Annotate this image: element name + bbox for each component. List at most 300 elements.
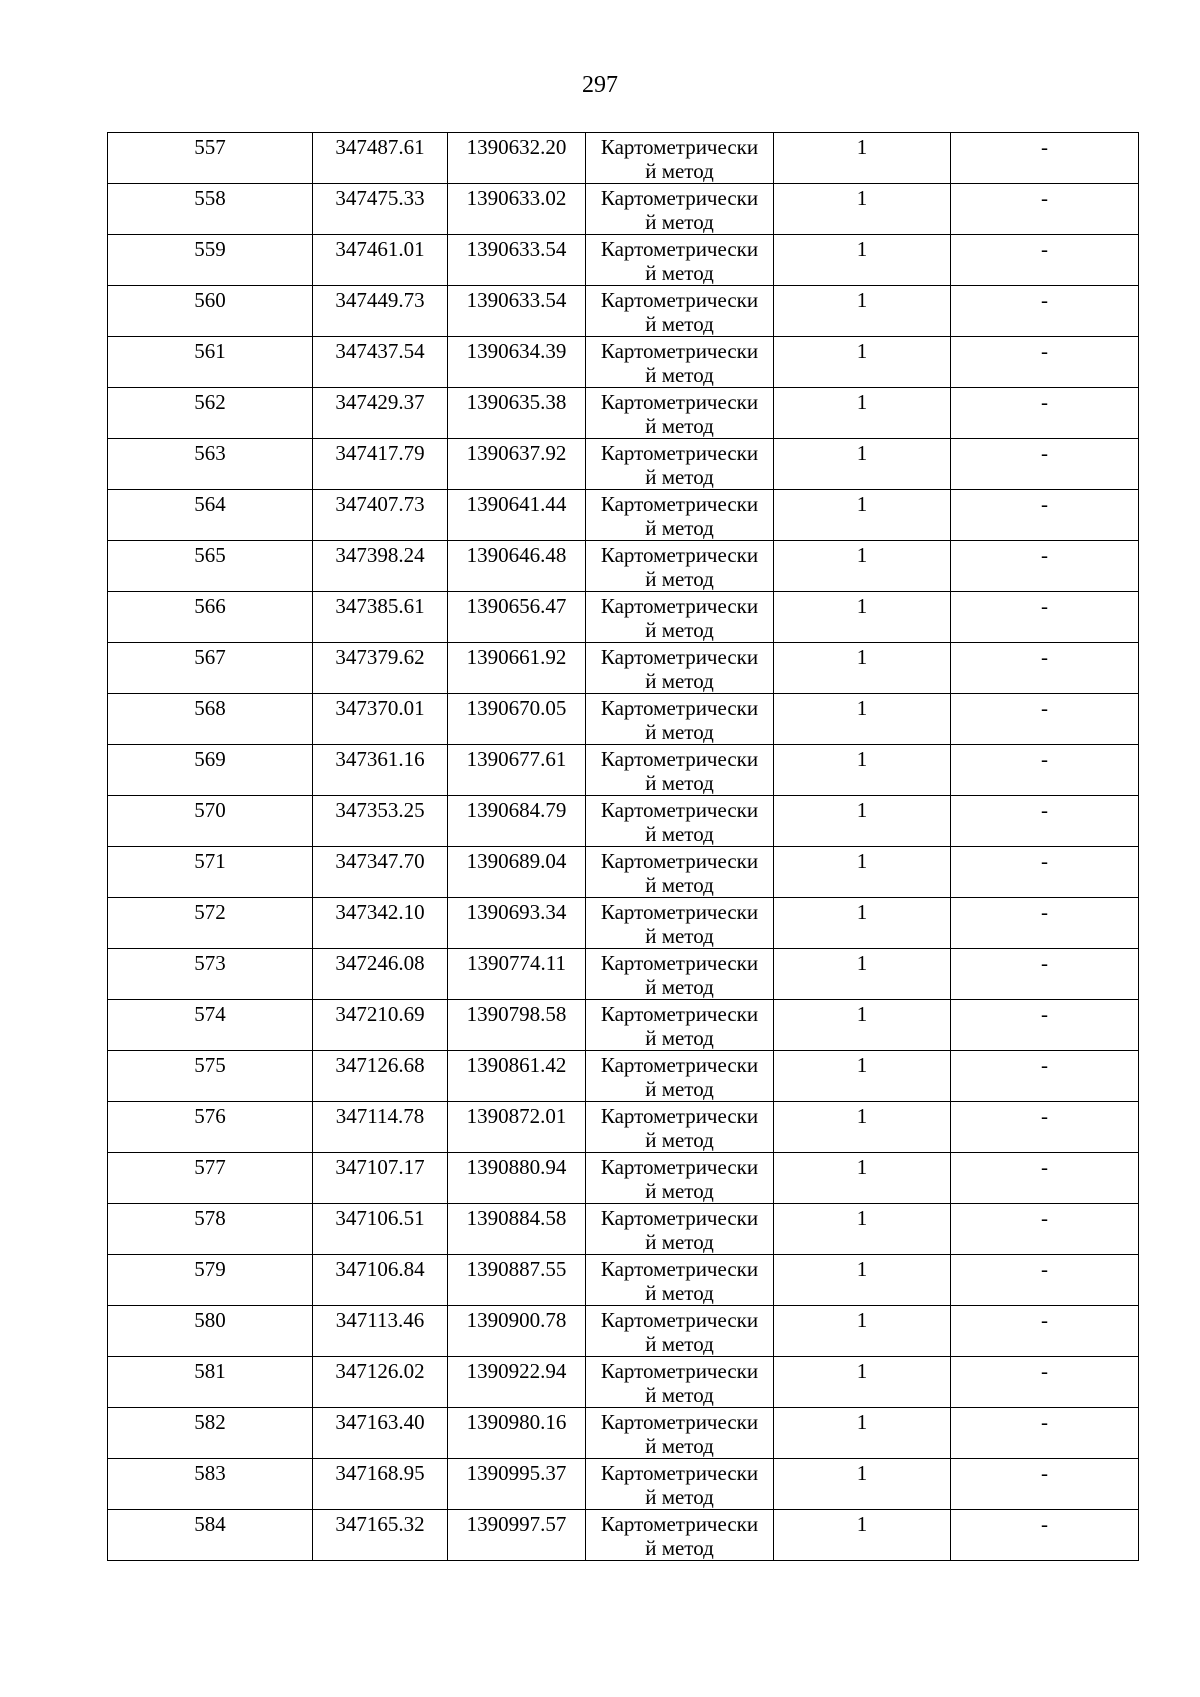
method-cell — [586, 643, 774, 694]
note-value: - — [1041, 951, 1048, 975]
y-coordinate-cell — [448, 1510, 586, 1561]
y-coordinate: 1390872.01 — [466, 1104, 567, 1128]
y-coordinate: 1390634.39 — [466, 339, 567, 363]
y-coordinate: 1390661.92 — [466, 645, 567, 669]
method-line-2: й метод — [645, 873, 714, 897]
accuracy-value: 1 — [856, 900, 868, 924]
accuracy-cell — [774, 235, 951, 286]
point-number: 565 — [194, 543, 226, 567]
accuracy-cell — [774, 643, 951, 694]
y-coordinate-cell — [448, 337, 586, 388]
y-coordinate: 1390684.79 — [466, 798, 567, 822]
point-number: 562 — [194, 390, 226, 414]
method-cell — [586, 337, 774, 388]
point-number-cell — [108, 133, 313, 184]
method-text — [586, 643, 773, 693]
method-line-2: й метод — [645, 516, 714, 540]
accuracy-cell — [774, 694, 951, 745]
method-line-1: Картометрически — [600, 1308, 759, 1332]
note-cell — [951, 643, 1139, 694]
method-text — [586, 1102, 773, 1152]
accuracy-value: 1 — [856, 543, 868, 567]
note-value: - — [1041, 543, 1048, 567]
point-number-cell — [108, 745, 313, 796]
method-text — [586, 1255, 773, 1305]
note-value: - — [1041, 1155, 1048, 1179]
method-line-1: Картометрически — [600, 645, 759, 669]
accuracy-value: 1 — [856, 645, 868, 669]
note-value: - — [1041, 441, 1048, 465]
point-number-cell — [108, 1306, 313, 1357]
accuracy-cell — [774, 337, 951, 388]
point-number-cell — [108, 1000, 313, 1051]
x-coordinate-cell — [313, 898, 448, 949]
note-value: - — [1041, 1308, 1048, 1332]
x-coordinate-cell — [313, 1000, 448, 1051]
y-coordinate-cell — [448, 1255, 586, 1306]
note-value: - — [1041, 1512, 1048, 1536]
method-cell — [586, 286, 774, 337]
method-cell — [586, 745, 774, 796]
point-number: 566 — [194, 594, 226, 618]
note-value: - — [1041, 696, 1048, 720]
y-coordinate: 1390633.54 — [466, 288, 567, 312]
method-line-1: Картометрически — [600, 1512, 759, 1536]
accuracy-cell — [774, 1459, 951, 1510]
x-coordinate-cell — [313, 541, 448, 592]
accuracy-cell — [774, 898, 951, 949]
y-coordinate: 1390656.47 — [466, 594, 567, 618]
method-text — [586, 184, 773, 234]
note-value: - — [1041, 492, 1048, 516]
point-number-cell — [108, 847, 313, 898]
y-coordinate: 1390637.92 — [466, 441, 567, 465]
method-cell — [586, 1510, 774, 1561]
accuracy-cell — [774, 796, 951, 847]
point-number-cell — [108, 1051, 313, 1102]
method-cell — [586, 1255, 774, 1306]
x-coordinate-cell — [313, 1255, 448, 1306]
method-cell — [586, 1459, 774, 1510]
method-line-2: й метод — [645, 1281, 714, 1305]
accuracy-value: 1 — [856, 696, 868, 720]
note-value: - — [1041, 1206, 1048, 1230]
method-line-2: й метод — [645, 1230, 714, 1254]
note-cell — [951, 796, 1139, 847]
note-cell — [951, 439, 1139, 490]
point-number: 567 — [194, 645, 226, 669]
y-coordinate-cell — [448, 847, 586, 898]
accuracy-cell — [774, 439, 951, 490]
x-coordinate: 347165.32 — [335, 1512, 425, 1536]
method-cell — [586, 1153, 774, 1204]
method-cell — [586, 949, 774, 1000]
table-row — [108, 898, 1139, 949]
x-coordinate: 347407.73 — [335, 492, 425, 516]
note-value: - — [1041, 849, 1048, 873]
x-coordinate: 347398.24 — [335, 543, 425, 567]
method-line-1: Картометрически — [600, 900, 759, 924]
accuracy-cell — [774, 847, 951, 898]
x-coordinate-cell — [313, 439, 448, 490]
y-coordinate: 1390861.42 — [466, 1053, 567, 1077]
note-value: - — [1041, 135, 1048, 159]
point-number: 581 — [194, 1359, 226, 1383]
y-coordinate: 1390774.11 — [467, 951, 566, 975]
accuracy-value: 1 — [856, 1512, 868, 1536]
x-coordinate: 347379.62 — [335, 645, 425, 669]
point-number-cell — [108, 643, 313, 694]
method-text — [586, 949, 773, 999]
accuracy-value: 1 — [856, 951, 868, 975]
table-row — [108, 643, 1139, 694]
method-cell — [586, 490, 774, 541]
table-row — [108, 796, 1139, 847]
method-text — [586, 133, 773, 183]
y-coordinate-cell — [448, 1000, 586, 1051]
y-coordinate-cell — [448, 1408, 586, 1459]
accuracy-cell — [774, 745, 951, 796]
point-number-cell — [108, 235, 313, 286]
method-line-2: й метод — [645, 720, 714, 744]
method-line-2: й метод — [645, 1434, 714, 1458]
method-text — [586, 1204, 773, 1254]
table-row — [108, 1102, 1139, 1153]
table-row — [108, 847, 1139, 898]
x-coordinate: 347437.54 — [335, 339, 425, 363]
table-row — [108, 1510, 1139, 1561]
y-coordinate: 1390980.16 — [466, 1410, 567, 1434]
method-line-1: Картометрически — [600, 849, 759, 873]
y-coordinate: 1390646.48 — [466, 543, 567, 567]
method-line-1: Картометрически — [600, 135, 759, 159]
method-line-2: й метод — [645, 618, 714, 642]
accuracy-value: 1 — [856, 237, 868, 261]
note-value: - — [1041, 1257, 1048, 1281]
accuracy-cell — [774, 541, 951, 592]
note-value: - — [1041, 747, 1048, 771]
x-coordinate-cell — [313, 1459, 448, 1510]
method-cell — [586, 1357, 774, 1408]
accuracy-value: 1 — [856, 1155, 868, 1179]
method-text — [586, 1000, 773, 1050]
y-coordinate: 1390997.57 — [466, 1512, 567, 1536]
table-row — [108, 541, 1139, 592]
point-number-cell — [108, 1102, 313, 1153]
method-cell — [586, 388, 774, 439]
accuracy-value: 1 — [856, 1308, 868, 1332]
y-coordinate-cell — [448, 745, 586, 796]
x-coordinate: 347342.10 — [335, 900, 425, 924]
x-coordinate-cell — [313, 1051, 448, 1102]
point-number: 576 — [194, 1104, 226, 1128]
point-number: 569 — [194, 747, 226, 771]
x-coordinate: 347163.40 — [335, 1410, 425, 1434]
y-coordinate: 1390995.37 — [466, 1461, 567, 1485]
point-number: 560 — [194, 288, 226, 312]
method-line-1: Картометрически — [600, 288, 759, 312]
accuracy-cell — [774, 1306, 951, 1357]
x-coordinate: 347210.69 — [335, 1002, 425, 1026]
y-coordinate: 1390641.44 — [466, 492, 567, 516]
method-cell — [586, 184, 774, 235]
method-line-2: й метод — [645, 924, 714, 948]
table-row — [108, 1204, 1139, 1255]
method-cell — [586, 439, 774, 490]
point-number: 578 — [194, 1206, 226, 1230]
x-coordinate-cell — [313, 1102, 448, 1153]
accuracy-cell — [774, 1153, 951, 1204]
x-coordinate: 347126.02 — [335, 1359, 425, 1383]
method-text — [586, 1306, 773, 1356]
point-number: 579 — [194, 1257, 226, 1281]
method-cell — [586, 847, 774, 898]
accuracy-cell — [774, 388, 951, 439]
method-line-2: й метод — [645, 1026, 714, 1050]
point-number: 568 — [194, 696, 226, 720]
method-line-2: й метод — [645, 159, 714, 183]
method-cell — [586, 1051, 774, 1102]
method-text — [586, 1357, 773, 1407]
note-value: - — [1041, 645, 1048, 669]
point-number-cell — [108, 949, 313, 1000]
accuracy-cell — [774, 1510, 951, 1561]
note-cell — [951, 1255, 1139, 1306]
x-coordinate: 347385.61 — [335, 594, 425, 618]
point-number-cell — [108, 337, 313, 388]
y-coordinate: 1390887.55 — [466, 1257, 567, 1281]
note-value: - — [1041, 1002, 1048, 1026]
method-cell — [586, 694, 774, 745]
accuracy-value: 1 — [856, 1410, 868, 1434]
accuracy-value: 1 — [856, 1206, 868, 1230]
x-coordinate-cell — [313, 286, 448, 337]
point-number: 572 — [194, 900, 226, 924]
table-row — [108, 133, 1139, 184]
x-coordinate: 347114.78 — [335, 1104, 425, 1128]
table-body — [108, 133, 1139, 1561]
coordinates-table — [107, 132, 1139, 1561]
x-coordinate-cell — [313, 235, 448, 286]
y-coordinate-cell — [448, 694, 586, 745]
table-row — [108, 1459, 1139, 1510]
point-number: 573 — [194, 951, 226, 975]
y-coordinate: 1390884.58 — [466, 1206, 567, 1230]
method-line-1: Картометрически — [600, 1257, 759, 1281]
method-line-2: й метод — [645, 312, 714, 336]
y-coordinate: 1390880.94 — [466, 1155, 567, 1179]
x-coordinate: 347106.84 — [335, 1257, 425, 1281]
accuracy-cell — [774, 1051, 951, 1102]
x-coordinate-cell — [313, 745, 448, 796]
x-coordinate-cell — [313, 337, 448, 388]
method-line-1: Картометрически — [600, 1053, 759, 1077]
point-number: 571 — [194, 849, 226, 873]
method-line-1: Картометрически — [600, 1206, 759, 1230]
accuracy-cell — [774, 1204, 951, 1255]
x-coordinate-cell — [313, 847, 448, 898]
x-coordinate: 347475.33 — [335, 186, 425, 210]
accuracy-value: 1 — [856, 1461, 868, 1485]
point-number-cell — [108, 1204, 313, 1255]
accuracy-value: 1 — [856, 1104, 868, 1128]
method-line-1: Картометрически — [600, 1002, 759, 1026]
note-cell — [951, 184, 1139, 235]
x-coordinate: 347106.51 — [335, 1206, 425, 1230]
note-cell — [951, 1510, 1139, 1561]
x-coordinate-cell — [313, 1408, 448, 1459]
y-coordinate-cell — [448, 949, 586, 1000]
y-coordinate: 1390922.94 — [466, 1359, 567, 1383]
accuracy-value: 1 — [856, 747, 868, 771]
x-coordinate-cell — [313, 1153, 448, 1204]
method-text — [586, 1510, 773, 1560]
table-row — [108, 439, 1139, 490]
method-text — [586, 490, 773, 540]
point-number: 563 — [194, 441, 226, 465]
table-row — [108, 694, 1139, 745]
y-coordinate-cell — [448, 439, 586, 490]
note-cell — [951, 337, 1139, 388]
method-cell — [586, 133, 774, 184]
note-value: - — [1041, 288, 1048, 312]
y-coordinate-cell — [448, 898, 586, 949]
point-number-cell — [108, 1510, 313, 1561]
method-text — [586, 898, 773, 948]
y-coordinate-cell — [448, 1153, 586, 1204]
y-coordinate-cell — [448, 1204, 586, 1255]
accuracy-value: 1 — [856, 339, 868, 363]
point-number: 557 — [194, 135, 226, 159]
note-cell — [951, 1306, 1139, 1357]
y-coordinate-cell — [448, 1306, 586, 1357]
table-row — [108, 1306, 1139, 1357]
table-row — [108, 1255, 1139, 1306]
method-line-1: Картометрически — [600, 186, 759, 210]
accuracy-value: 1 — [856, 441, 868, 465]
note-cell — [951, 1051, 1139, 1102]
accuracy-cell — [774, 1102, 951, 1153]
x-coordinate-cell — [313, 1510, 448, 1561]
note-cell — [951, 1408, 1139, 1459]
y-coordinate-cell — [448, 1102, 586, 1153]
y-coordinate-cell — [448, 490, 586, 541]
y-coordinate: 1390635.38 — [466, 390, 567, 414]
accuracy-cell — [774, 1255, 951, 1306]
method-text — [586, 745, 773, 795]
method-cell — [586, 541, 774, 592]
x-coordinate-cell — [313, 949, 448, 1000]
method-line-2: й метод — [645, 1383, 714, 1407]
accuracy-value: 1 — [856, 492, 868, 516]
point-number: 558 — [194, 186, 226, 210]
method-text — [586, 439, 773, 489]
method-text — [586, 1153, 773, 1203]
method-line-2: й метод — [645, 1332, 714, 1356]
x-coordinate-cell — [313, 592, 448, 643]
accuracy-value: 1 — [856, 1257, 868, 1281]
method-line-1: Картометрически — [600, 696, 759, 720]
point-number-cell — [108, 541, 313, 592]
method-line-2: й метод — [645, 567, 714, 591]
x-coordinate: 347370.01 — [335, 696, 425, 720]
table-row — [108, 490, 1139, 541]
point-number-cell — [108, 796, 313, 847]
y-coordinate: 1390633.02 — [466, 186, 567, 210]
method-line-1: Картометрически — [600, 798, 759, 822]
point-number-cell — [108, 388, 313, 439]
x-coordinate-cell — [313, 1306, 448, 1357]
accuracy-cell — [774, 1000, 951, 1051]
note-cell — [951, 1000, 1139, 1051]
point-number: 580 — [194, 1308, 226, 1332]
accuracy-cell — [774, 949, 951, 1000]
method-line-2: й метод — [645, 1077, 714, 1101]
x-coordinate: 347487.61 — [335, 135, 425, 159]
table-row — [108, 337, 1139, 388]
table-row — [108, 184, 1139, 235]
method-line-1: Картометрически — [600, 492, 759, 516]
y-coordinate-cell — [448, 643, 586, 694]
point-number-cell — [108, 898, 313, 949]
point-number: 559 — [194, 237, 226, 261]
point-number-cell — [108, 1459, 313, 1510]
method-cell — [586, 898, 774, 949]
table-row — [108, 1153, 1139, 1204]
method-text — [586, 847, 773, 897]
table-row — [108, 745, 1139, 796]
method-line-2: й метод — [645, 975, 714, 999]
x-coordinate: 347353.25 — [335, 798, 425, 822]
method-line-1: Картометрически — [600, 339, 759, 363]
table-row — [108, 592, 1139, 643]
x-coordinate-cell — [313, 388, 448, 439]
method-line-2: й метод — [645, 1179, 714, 1203]
point-number-cell — [108, 1357, 313, 1408]
method-line-1: Картометрически — [600, 1104, 759, 1128]
x-coordinate-cell — [313, 796, 448, 847]
point-number-cell — [108, 1255, 313, 1306]
y-coordinate-cell — [448, 592, 586, 643]
x-coordinate: 347449.73 — [335, 288, 425, 312]
accuracy-value: 1 — [856, 798, 868, 822]
method-cell — [586, 1306, 774, 1357]
point-number-cell — [108, 286, 313, 337]
y-coordinate-cell — [448, 541, 586, 592]
method-line-1: Картометрически — [600, 951, 759, 975]
note-value: - — [1041, 1359, 1048, 1383]
accuracy-cell — [774, 1357, 951, 1408]
accuracy-value: 1 — [856, 1359, 868, 1383]
y-coordinate: 1390633.54 — [466, 237, 567, 261]
note-cell — [951, 286, 1139, 337]
note-value: - — [1041, 186, 1048, 210]
note-cell — [951, 133, 1139, 184]
x-coordinate-cell — [313, 643, 448, 694]
method-text — [586, 541, 773, 591]
accuracy-cell — [774, 490, 951, 541]
note-value: - — [1041, 1461, 1048, 1485]
method-cell — [586, 592, 774, 643]
table-row — [108, 235, 1139, 286]
accuracy-cell — [774, 1408, 951, 1459]
method-text — [586, 337, 773, 387]
method-text — [586, 796, 773, 846]
note-cell — [951, 1102, 1139, 1153]
x-coordinate: 347417.79 — [335, 441, 425, 465]
note-value: - — [1041, 237, 1048, 261]
note-value: - — [1041, 1410, 1048, 1434]
